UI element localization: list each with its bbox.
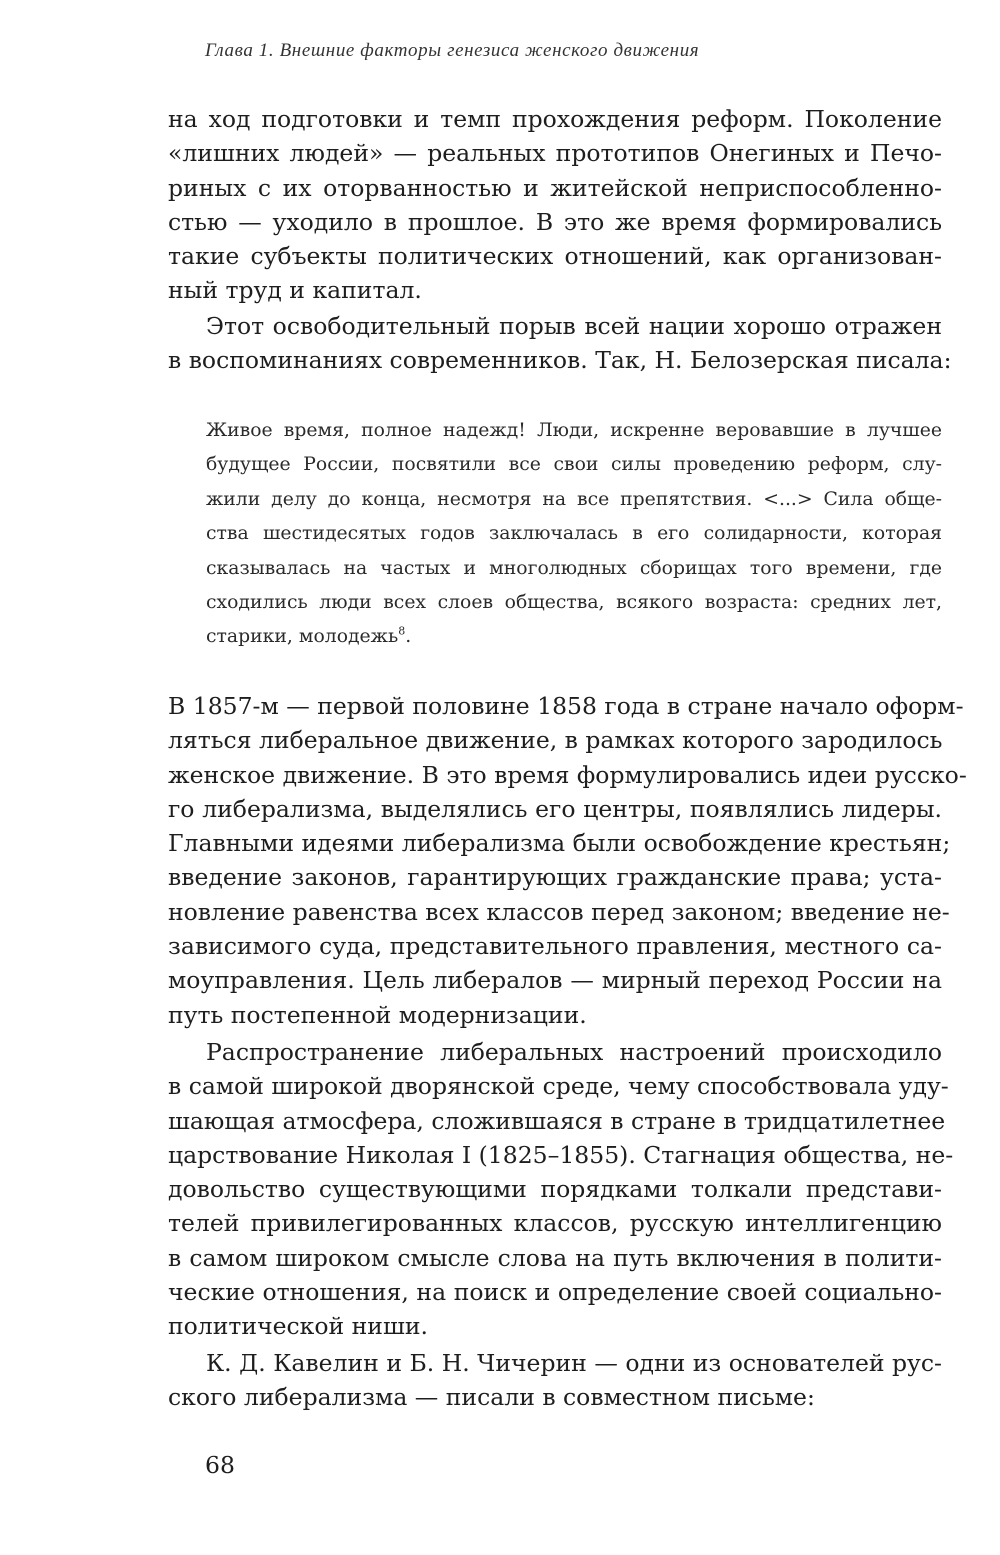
text-line: стью — уходило в прошлое. В это же время формировались (168, 207, 942, 236)
quote-line: ства шестидесятых годов заключалась в его солидарности, которая (206, 523, 942, 545)
footnote-ref[interactable]: 8 (398, 625, 406, 639)
paragraph-5 (168, 1346, 942, 1415)
block-quote (206, 414, 942, 655)
paragraph-1 (168, 102, 942, 308)
text-line: риных с их оторванностью и житейской неприспособленно- (168, 173, 942, 202)
text-line: в самом широком смысле слова на путь включения в полити- (168, 1243, 942, 1272)
paragraph-2 (168, 309, 952, 378)
text-line: моуправления. Цель либералов — мирный переход России на (168, 966, 942, 995)
text-line: ского либерализма — писали в совместном письме: (168, 1383, 815, 1412)
text-line: довольство существующими порядками толкали представи- (168, 1175, 942, 1204)
quote-line-text: старики, молодежь (206, 626, 399, 648)
text-line: В 1857-м — первой половине 1858 года в стране начало оформ- (168, 692, 964, 720)
text-line: Этот освободительный порыв всей нации хорошо отражен (206, 312, 942, 340)
text-line: ческие отношения, на поиск и определение своей социально- (168, 1278, 942, 1307)
quote-line: жили делу до конца, несмотря на все препятствия. <...> Сила обще- (206, 488, 942, 510)
text-line: новление равенства всех классов перед законом; введение не- (168, 897, 950, 926)
quote-tail: . (405, 626, 412, 648)
text-line: в воспоминаниях современников. Так, Н. Белозерская писала: (168, 346, 952, 375)
quote-line: будущее России, посвятили все свои силы проведению реформ, слу- (206, 454, 942, 476)
text-line: ляться либеральное движение, в рамках которого зародилось (168, 726, 943, 755)
text-line: на ход подготовки и темп прохождения реформ. Поколение (168, 105, 942, 133)
text-line: введение законов, гарантирующих гражданские права; уста- (168, 863, 942, 892)
text-line: политической ниши. (168, 1312, 428, 1341)
text-line: путь постепенной модернизации. (168, 1000, 587, 1029)
text-line: Распространение либеральных настроений происходило (206, 1038, 942, 1066)
quote-line: сходились люди всех слоев общества, всякого возраста: средних лет, (206, 591, 942, 613)
page-number: 68 (205, 1451, 235, 1479)
text-line: Главными идеями либерализма были освобождение крестьян; (168, 829, 951, 858)
paragraph-4 (168, 1035, 954, 1344)
text-line: женское движение. В это время формулировались идеи русско- (168, 760, 967, 789)
text-line: го либерализма, выделялись его центры, появлялись лидеры. (168, 794, 942, 823)
text-line: «лишних людей» — реальных прототипов Онегиных и Печо- (168, 139, 942, 168)
text-line: такие субъекты политических отношений, как организован- (168, 242, 942, 271)
paragraph-3 (168, 689, 967, 1032)
quote-line-last (206, 620, 942, 654)
text-line: царствование Николая I (1825–1855). Стагнация общества, не- (168, 1140, 954, 1169)
running-head: Глава 1. Внешние факторы генезиса женского движения (205, 40, 700, 61)
quote-line: сказывалась на частых и многолюдных сборищах того времени, где (206, 557, 942, 579)
text-line: ный труд и капитал. (168, 276, 422, 305)
text-line: шающая атмосфера, сложившаяся в стране в тридцатилетнее (168, 1106, 946, 1135)
text-line: телей привилегированных классов, русскую интеллигенцию (168, 1209, 942, 1238)
text-line: зависимого суда, представительного правления, местного са- (168, 932, 942, 961)
quote-line: Живое время, полное надежд! Люди, искренне веровавшие в лучшее (206, 420, 942, 441)
text-line: К. Д. Кавелин и Б. Н. Чичерин — одни из основателей рус- (206, 1349, 942, 1377)
text-line: в самой широкой дворянской среде, чему способствовала уду- (168, 1072, 949, 1101)
